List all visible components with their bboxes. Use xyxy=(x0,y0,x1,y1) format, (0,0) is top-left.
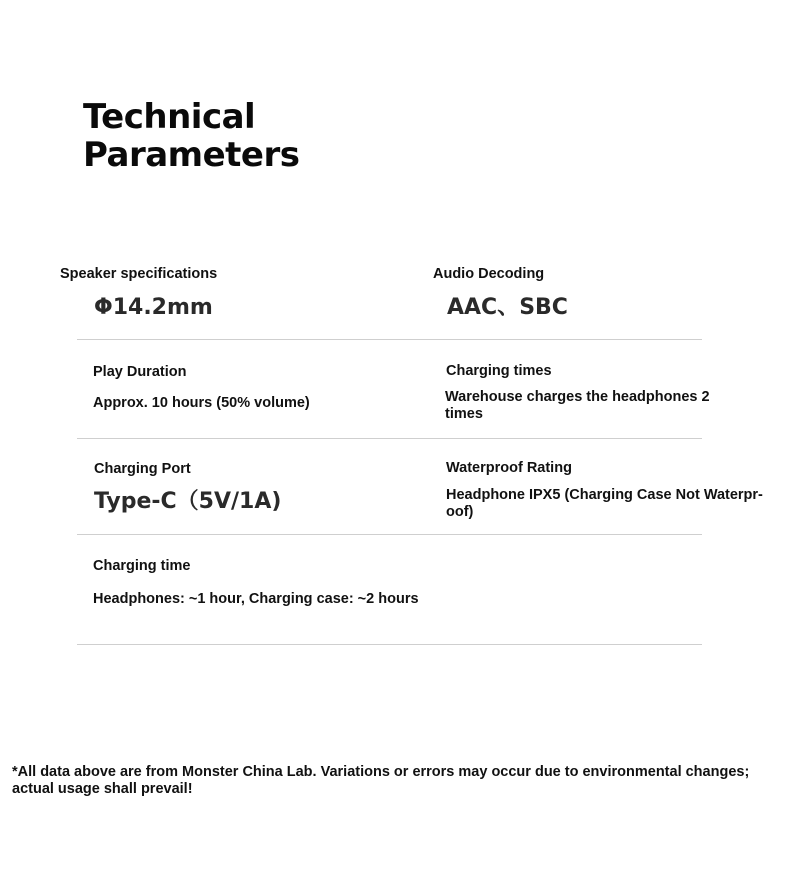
divider-1 xyxy=(77,339,702,340)
waterproof-rating-value: Headphone IPX5 (Charging Case Not Waterpr-oof) xyxy=(446,487,763,520)
disclaimer-footnote: *All data above are from Monster China Lab. Variations or errors may occur due to environmental changes; actual usage shall prevail! xyxy=(12,764,750,797)
speaker-spec-label: Speaker specifications xyxy=(60,266,218,282)
play-duration-value: Approx. 10 hours (50% volume) xyxy=(93,395,310,411)
charging-port-value: Type-C（5V/1A) xyxy=(94,489,282,514)
charging-time-value: Headphones: ~1 hour, Charging case: ~2 hours xyxy=(93,591,419,607)
page-title xyxy=(83,98,299,174)
audio-decoding-value: AAC、SBC xyxy=(447,295,568,320)
charging-time-label: Charging time xyxy=(93,558,191,574)
divider-3 xyxy=(77,534,702,535)
audio-decoding-label: Audio Decoding xyxy=(433,266,545,282)
charging-port-label: Charging Port xyxy=(94,461,191,477)
page-title-line-1: Technical xyxy=(83,97,256,137)
divider-2 xyxy=(77,438,702,439)
speaker-spec-value: Φ14.2mm xyxy=(94,295,213,320)
charging-times-value: Warehouse charges the headphones 2 times xyxy=(445,389,710,422)
charging-times-label: Charging times xyxy=(446,363,552,379)
page-title-line-2: Parameters xyxy=(83,135,300,175)
play-duration-label: Play Duration xyxy=(93,364,187,380)
waterproof-rating-label: Waterproof Rating xyxy=(446,460,572,476)
divider-4 xyxy=(77,644,702,645)
